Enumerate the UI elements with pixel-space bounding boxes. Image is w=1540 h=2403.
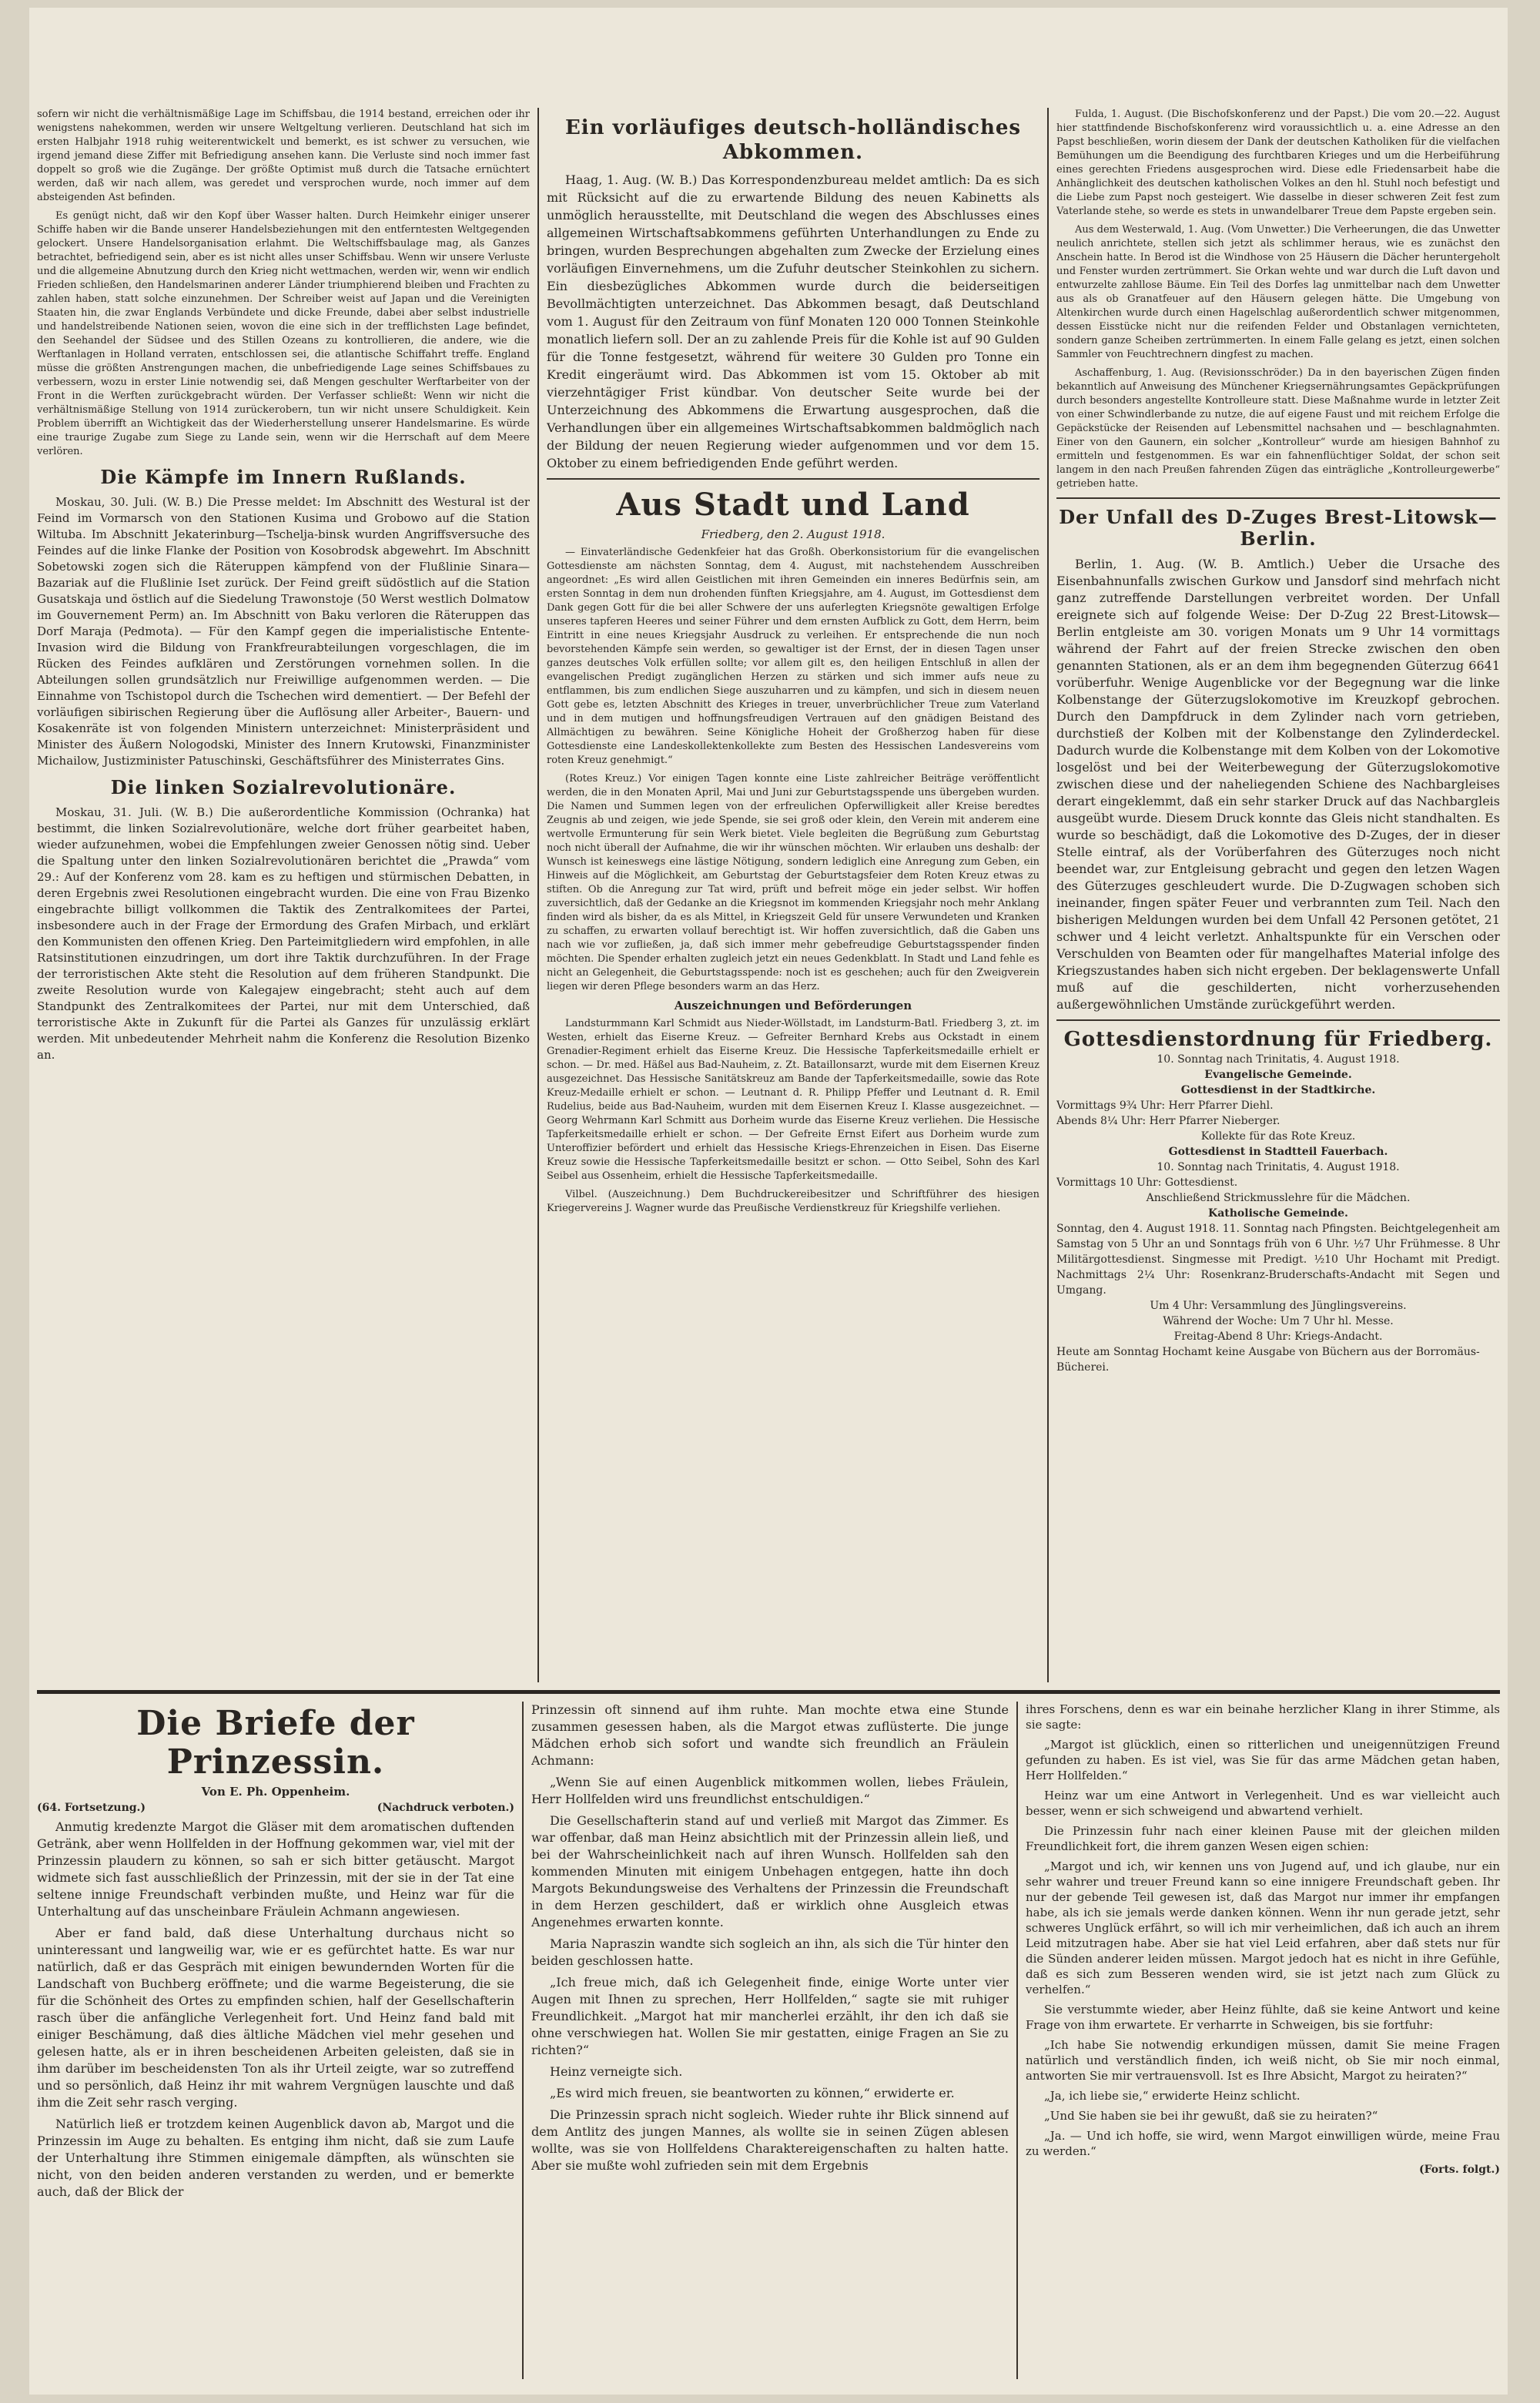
newspaper-page [29,8,1508,2395]
heading-aus-stadt-und-land: Aus Stadt und Land [616,487,970,523]
feuilleton-paragraph: „Ja, ich liebe sie,“ erwiderte Heinz schlicht. [1044,2089,1301,2103]
schedule-evangelisch: Evangelische Gemeinde. [1204,1069,1352,1081]
heading-gottesdienstordnung: Gottesdienstordnung für Friedberg. [1063,1028,1493,1051]
article-westerwald: Aus dem Westerwald, 1. Aug. (Vom Unwetter.) Die Verheerungen, die das Unwetter neulich anrichtete, stellen sich jetzt als schlimmer heraus, wie es zunächst den Anschein hatte. In Berod ist die Windhose von 25 Häusern die Dächer heruntergeholt und Fenster wurden zertrümmert. Sie Orkan wehte und war durch die Luft davon und entwurzelte zahllose Bäume. Ein Teil des Dorfes lag unmittelbar nach dem Unwetter aus als ob Granatfeuer auf den Häusern gelegen hätte. Die Umgebung von Altenkirchen wurde durch einen Hagelschlag außerordentlich schwer mitgenommen, dessen Eisstücke nicht nur die reifenden Felder und Obstanlagen vernichteten, sondern ganze Scheiben zertrümmerten. In einem Falle gelang es jetzt, einen solchen Sammler von Feuchtrechnern dingfest zu machen. [1056,224,1500,360]
heading-linken-sozialrevolutionaere: Die linken Sozialrevolutionäre. [110,776,457,798]
schedule-katholisch: Katholische Gemeinde. [1208,1207,1348,1220]
article-kaempfe-russland: Moskau, 30. Juli. (W. B.) Die Presse meldet: Im Abschnitt des Westural ist der Feind im Vormarsch von den Stationen Kusima und Grobowo auf die Station Wiltuba. Im Abschnitt Jekaterinburg—Tschelja-binsk wurden Angriffsversuche des Feindes auf die linke Flanke der Position von Kosobrodsk abgewehrt. Im Abschnitt Sobetowski zogen sich die Räteruppen kämpfend von der Flußlinie Sinara—Bazariak auf die Flußlinie Iset zurück. Der Feind greift südöstlich auf die Station Gusatskaja und östlich auf die Siedelung Trawonstoje (50 Werst westlich Dolmatow im Gouvernement Perm) an. Im Abschnitt von Baku verloren die Räteruppen das Dorf Maraja (Pedmota). — Für den Kampf gegen die imperialistische Entente-Invasion wird die Bildung von Frankfreurabteilungen vorgeschlagen, die im Rücken des Feindes aufklären und Zerstörungen vornehmen sollen. In die Abteilungen sollen grundsätzlich nur Freiwillige aufgenommen werden. — Die Einnahme von Tschistopol durch die Tschechen wird dementiert. — Der Befehl der vorläufigen sibirischen Regierung über die Auflösung aller Arbeiter-, Bauern- und Kosakenräte ist von folgenden Ministern unterzeichnet: Ministerpräsident und Minister des Äußern Nologodski, Minister des Innern Krutowski, Finanzminister Michailow, Justizminister Patuschinski, Geschäftsführer des Ministerrates Gins. [37,495,530,768]
feuilleton-paragraph: „Es wird mich freuen, sie beantworten zu können,“ erwiderte er. [550,2086,955,2100]
column-rule-1 [537,108,539,1682]
schedule-fauerbach: Gottesdienst in Stadtteil Fauerbach. [1168,1146,1388,1158]
feuilleton-paragraph: Sie verstummte wieder, aber Heinz fühlte, daß sie keine Antwort und keine Frage von ihm erwartete. Er verharrte in Schweigen, bis sie fortfuhr: [1026,2003,1500,2032]
schedule-line: Vormittags 9¾ Uhr: Herr Pfarrer Diehl. [1056,1099,1274,1112]
feuilleton-paragraph: ihres Forschens, denn es war ein beinahe herzlicher Klang in ihrer Stimme, als sie sagte: [1026,1702,1500,1732]
schedule-line: Kollekte für das Rote Kreuz. [1200,1130,1356,1143]
feuilleton-part: (64. Fortsetzung.) [37,1802,146,1814]
article-linken-sozialrevolutionaere: Moskau, 31. Juli. (W. B.) Die außerordentliche Kommission (Ochranka) hat bestimmt, die linken Sozialrevolutionäre, welche dort früher gearbeitet haben, wieder aufzunehmen, wobei die Empfehlungen zweier Genossen nötig sind. Ueber die Spaltung unter den linken Sozialrevolutionären berichtet die „Prawda“ vom 29.: Auf der Konferenz vom 28. kam es zu heftigen und stürmischen Debatten, in deren Ergebnis zwei Resolutionen eingebracht wurden. Die eine von Frau Bizenko eingebrachte billigt vollkommen die Taktik des Zentralkomitees der Partei, insbesondere auch in der Frage der Ermordung des Grafen Mirbach, und erklärt den Kommunisten den offenen Krieg. Den Parteimitgliedern wird empfohlen, in alle Ratsinstitutionen einzudringen, um dort ihre Taktik durchzuführen. In der Frage der terroristischen Akte steht die Resolution auf dem früheren Standpunkt. Die zweite Resolution wurde von Kalegajew eingebracht; steht auch auf dem Standpunkt des Zentralkomitees der Partei, nur mit dem Unterschied, daß terroristische Akte in Zukunft für die Partei als Ganzes für unzulässig erklärt werden. Mit unbedeutender Mehrheit nahm die Konferenz die Resolution Bizenko an. [37,805,530,1062]
feuilleton-paragraph: „Ja. — Und ich hoffe, sie wird, wenn Margot einwilligen würde, meine Frau zu werden.“ [1026,2129,1500,2158]
feuilleton-paragraph: Prinzessin oft sinnend auf ihm ruhte. Man mochte etwa eine Stunde zusammen gesessen haben, als die Margot etwas zuflüsterte. Die junge Mädchen erhob sich sofort und wandte sich freundlich an Fräulein Achmann: [531,1702,1009,1768]
separator [547,478,1040,480]
heading-abkommen: Ein vorläufiges deutsch-holländisches Abkommen. [564,116,1022,164]
feuilleton-paragraph: Die Prinzessin fuhr nach einer kleinen Pause mit der gleichen milden Freundlichkeit fort, die ihrem ganzen Wesen eigen schien: [1026,1824,1500,1853]
feuilleton-paragraph: Natürlich ließ er trotzdem keinen Augenblick davon ab, Margot und die Prinzessin im Auge zu behalten. Es entging ihm nicht, daß sie zum Laufe der Unterhaltung ihre Stimmen einigemale dämpften, als wünschten sie nicht, von den beiden anderen verstanden zu werden, und er bemerkte auch, daß der Blick der [37,2117,514,2199]
feuilleton-paragraph: Maria Napraszin wandte sich sogleich an ihn, als sich die Tür hinter den beiden geschlossen hatte. [531,1936,1009,1968]
feuilleton-to-be-continued: (Forts. folgt.) [1418,2164,1500,2176]
article-gedenkfeier: — Einvaterländische Gedenkfeier hat das Großh. Oberkonsistorium für die evangelischen Gottesdienste am nächsten Sonntag, dem 4. August, mit nachstehendem Ausschreiben angeordnet: „Es wird allen Geistlichen mit ihren Gemeinden ein inneres Bedürfnis sein, am ersten Sonntag in dem nun drohenden fünften Kriegsjahre, am 4. August, im Gottesdienst dem Dank gegen Gott für die bei aller Schwere der uns auferlegten Kriegsnöte gewaltigen Erfolge unseres tapferen Heeres und seiner Führer und dem ernsten Aufblick zu Gott, dem Herrn, beim Eintritt in eine neues Kriegsjahr Ausdruck zu verleihen. Er entsprechende die nun noch bevorstehenden Kämpfe sein werden, so gewaltiger ist der Ernst, der in diesen Tagen unser ganzes deutsches Volk erfüllen sollte; vor allem gilt es, den heiligen Entschluß in allen der evangelischen Predigt zugänglichen Herzen zu stärken und sich immer aufs neue zu entflammen, bis zum endlichen Siege auszuharren und zu kämpfen, und sich in diesem neuen Gott gebe es, letzten Abschnitt des Krieges in treuer, unverbrüchlicher Treue zum Vaterland und in dem mutigen und hoffnungsfreudigen Vertrauen auf den gnädigen Beistand des Allmächtigen zu bewähren. Seine Königliche Hoheit der Großherzog haben für diese Gottesdienste eine Landeskollektenkollekte zum Besten des Hessischen Landesvereins vom roten Kreuz genehmigt.“ [547,547,1040,766]
feuilleton-paragraph: „Wenn Sie auf einen Augenblick mitkommen wollen, liebes Fräulein, Herr Hollfelden wird uns freundlichst entschuldigen.“ [531,1775,1009,1806]
schedule-line: Vormittags 10 Uhr: Gottesdienst. [1056,1176,1238,1189]
schedule-line: Heute am Sonntag Hochamt keine Ausgabe von Büchern aus der Borromäus-Bücherei. [1056,1346,1480,1374]
feuilleton-paragraph: „Ich freue mich, daß ich Gelegenheit finde, einige Worte unter vier Augen mit Ihnen zu sprechen, Herr Hollfelden,“ sagte sie mit ruhiger Freundlichkeit. „Margot hat mir mancherlei erzählt, ihr den ich daß sie ohne verschwiegen hat. Wollen Sie mir gestatten, einige Fragen an Sie zu richten?“ [531,1975,1009,2057]
article-shipbuilding-continued: sofern wir nicht die verhältnismäßige Lage im Schiffsbau, die 1914 bestand, erreichen oder ihr wenigstens nahekommen, werden wir unsere Weltgeltung verlieren. Deutschland hat sich im ersten Halbjahr 1918 ruhig weiterentwickelt und bemerkt, es ist schwer zu versuchen, wie irgend jemand diese Ziffer mit Befriedigung ansehen kann. Die Verluste sind noch immer fast doppelt so groß wie die Zugänge. Der größte Optimist muß durch die Tatsache ernüchtert werden, daß wir nach allem, was geredet und versprochen wurde, noch immer auf dem absteigenden Ast befinden. [37,109,530,203]
feuilleton-divider [37,1690,1500,1694]
feuilleton-paragraph: Aber er fand bald, daß diese Unterhaltung durchaus nicht so uninteressant und langweilig war, wie er es gefürchtet hatte. Es war nur natürlich, daß er das Gespräch mit einigen bewundernden Worten für die Landschaft von Buchberg eröffnete; und die warme Begeisterung, die sie für die Schönheit des Ortes zu empfinden schien, half der Gesellschafterin rasch über die anfängliche Verlegenheit fort. Und Heinz fand bald mit einiger Beschämung, daß dies ältliche Mädchen viel mehr gesehen und gelesen hatte, als er in ihren bescheidenen Arbeiten geleisten, daß sie in ihm darüber im bescheidensten Ton als ihr Urteil zeigte, war so zutreffend und so persönlich, daß Heinz ihr mit wahrem Vergnügen lauschte und daß ihm die Zeit sehr rasch verging. [37,1926,514,2110]
schedule-date-1: 10. Sonntag nach Trinitatis, 4. August 1918. [1157,1053,1400,1066]
schedule-line: Abends 8¼ Uhr: Herr Pfarrer Nieberger. [1056,1115,1281,1127]
feuilleton-meta [37,1802,514,1814]
feuilleton-paragraph: Die Gesellschafterin stand auf und verließ mit Margot das Zimmer. Es war offenbar, daß man Heinz absichtlich mit der Prinzessin allein ließ, und bei der Wahrscheinlichkeit nach auf ihren Wunsch. Hollfelden sah den kommenden Minuten mit einigem Unbehagen entgegen, hatte ihn doch Margots Bekundungsweise des Verhaltens der Prinzessin die Freundschaft in dem Herzen geschildert, daß er wirklich ohne Ausgleich etwas Angenehmes erwarten konnte. [531,1813,1009,1929]
article-fulda: Fulda, 1. August. (Die Bischofskonferenz und der Papst.) Die vom 20.—22. August hier stattfindende Bischofskonferenz wird voraussichtlich u. a. eine Adresse an den Papst beschließen, worin diesem der Dank der deutschen Katholiken für die vielfachen Bemühungen um die Beendigung des furchtbaren Krieges und um die Herbeiführung eines gerechten Friedens ausgesprochen wird. Diese edle Friedensarbeit habe die Anhänglichkeit des deutschen katholischen Volkes an den hl. Stuhl noch befestigt und die Liebe zum Papst noch gesteigert. Wie dasselbe in dieser schweren Zeit fest zum Vaterlande stehe, so werde es stets in unwandelbarer Treue dem Papste ergeben sein. [1056,109,1500,217]
schedule-line: Freitag-Abend 8 Uhr: Kriegs-Andacht. [1173,1330,1383,1343]
schedule-line: Anschließend Strickmusslehre für die Mädchen. [1146,1192,1411,1204]
separator [1056,1019,1500,1021]
column-1 [37,108,530,1682]
heading-unfall-d-zug: Der Unfall des D-Zuges Brest-Litowsk—Berlin. [1059,506,1498,550]
feuilleton-paragraph: „Ich habe Sie notwendig erkundigen müssen, damit Sie meine Fragen natürlich und verständlich finden, ich weiß nicht, ob Sie mir noch einmal, antworten Sie mir vertrauensvoll. Ist es Ihre Absicht, Margot zu heiraten?“ [1026,2038,1500,2083]
article-abkommen: Haag, 1. Aug. (W. B.) Das Korrespondenzbureau meldet amtlich: Da es sich mit Rücksicht auf die zu erwartende Bildung des neuen Kabinetts als unmöglich herausstellte, mit Deutschland die wegen des Abschlusses eines allgemeinen Wirtschaftsabkommens geführten Unterhandlungen zu Ende zu bringen, wurden Besprechungen abgehalten zum Zwecke der Erzielung eines vorläufigen Einvernehmens, um die Zufuhr deutscher Steinkohlen zu sichern. Ein diesbezügliches Abkommen wurde durch die beiderseitigen Bevollmächtigten unterzeichnet. Das Abkommen besagt, daß Deutschland vom 1. August für den Zeitraum von fünf Monaten 120 000 Tonnen Steinkohle monatlich liefern soll. Der an zu zahlende Preis für die Kohle ist auf 90 Gulden für die Tonne festgesetzt, während für weitere 30 Gulden pro Tonne ein Kredit eingeräumt wird. Das Abkommen ist vom 15. Oktober ab mit vierzehntägiger Frist kündbar. Von deutscher Seite wurde bei der Unterzeichnung des Abkommens die Erwartung ausgesprochen, daß die Verhandlungen über ein allgemeines Wirtschaftsabkommen baldmöglich nach der Bildung der neuen Regierung wieder aufgenommen und vor dem 15. Oktober zu einem befriedigenden Ende geführt werden. [547,172,1040,470]
feuilleton-paragraph: „Und Sie haben sie bei ihr gewußt, daß sie zu heiraten?“ [1044,2109,1378,2123]
article-unfall-d-zug: Berlin, 1. Aug. (W. B. Amtlich.) Ueber die Ursache des Eisenbahnunfalls zwischen Gurkow und Jansdorf sind mehrfach nicht ganz zutreffende Darstellungen verbreitet worden. Der Unfall ereignete sich auf folgende Weise: Der D-Zug 22 Brest-Litowsk—Berlin entgleiste am 30. vorigen Monats um 9 Uhr 14 vormittags während der Fahrt auf der freien Strecke zwischen den oben genannten Stationen, als er an dem ihm begegnenden Güterzug 6641 vorüberfuhr. Wenige Augenblicke vor der Begegnung war die linke Kolbenstange der Güterzugslokomotive im Kreuzkopf gebrochen. Durch den Dampfdruck in dem Zylinder nach vorn getrieben, durchstieß der Kolben mit der Kolbenstange den Zylinderdeckel. Dadurch wurde die Kolbenstange mit dem Kolben von der Lokomotive losgelöst und bei der Weiterbewegung der Güterzugslokomotive zwischen diese und der naheliegenden Schiene des Nachbargleises derart eingeklemmt, daß ein sehr starker Druck auf das Nachbargleis ausgeübt wurde. Diesem Druck konnte das Gleis nicht standhalten. Es wurde so beschädigt, daß die Lokomotive des D-Zuges, der in dieser Stelle eintraf, als der Vorüberfahren des Güterzuges noch nicht beendet war, zur Entgleisung gebracht und gegen den letzen Wagen des Güterzuges geschleudert wurde. Die D-Zugwagen schoben sich ineinander, fingen später Feuer und verbrannten zum Teil. Nach den bisherigen Meldungen wurden bei dem Unfall 42 Personen getötet, 21 schwer und 4 leicht verletzt. Anhaltspunkte für ein Verschen oder Verschulden von Beamten oder für mangelhaftes Material infolge des Kriegszustandes haben sich nicht ergeben. Der beklagenswerte Unfall muß auf die geschilderten, nicht vorherzusehenden außergewöhnlichen Umstände zurückgeführt werden. [1056,557,1500,1012]
schedule-line: Während der Woche: Um 7 Uhr hl. Messe. [1163,1315,1394,1327]
heading-kaempfe-russland: Die Kämpfe im Innern Rußlands. [100,466,467,488]
column-rule-2 [1047,108,1049,1682]
article-auszeichnungen: Landsturmmann Karl Schmidt aus Nieder-Wöllstadt, im Landsturm-Batl. Friedberg 3, zt. im Westen, erhielt das Eiserne Kreuz. — Gefreiter Bernhard Krebs aus Ockstadt in einem Grenadier-Regiment erhielt das Eiserne Kreuz. Die Hessische Tapferkeitsmedaille erhielt er schon. — Dr. med. Häßel aus Bad-Nauheim, z. Zt. Bataillonsarzt, wurde mit dem Eisernen Kreuz ausgezeichnet. Das Hessische Sanitätskreuz am Bande der Tapferkeitsmedaille, sowie das Rote Kreuz-Medaille erhielt er schon. — Leutnant d. R. Philipp Pfeffer und Leutnant d. R. Emil Rudelius, beide aus Bad-Nauheim, wurden mit dem Eisernen Kreuz I. Klasse ausgezeichnet. — Georg Wehrmann Karl Schmitt aus Dorheim wurde das Eiserne Kreuz verliehen. Die Hessische Tapferkeitsmedaille erhielt er schon. — Der Gefreite Ernst Eifert aus Dorheim wurde zum Unteroffizier befördert und erhielt das Hessische Kriegs-Ehrenzeichen in Eisen. Das Eiserne Kreuz sowie die Hessische Tapferkeitsmedaille besitzt er schon. — Otto Seibel, Sohn des Karl Seibel aus Ossenheim, erhielt die Hessische Tapferkeitsmedaille. [547,1018,1040,1182]
schedule-line: Sonntag, den 4. August 1918. 11. Sonntag nach Pfingsten. Beichtgelegenheit am Samstag von 5 Uhr an und Sonntags früh von 6 Uhr. ½7 Uhr Frühmesse. 8 Uhr Militärgottesdienst. Singmesse mit Predigt. ½10 Uhr Hochamt mit Predigt. Nachmittags 2¼ Uhr: Rosenkranz-Bruderschafts-Andacht mit Segen und Umgang. [1056,1223,1500,1297]
feuilleton-column-3 [1026,1702,1500,2379]
article-shipbuilding-continued-2: Es genügt nicht, daß wir den Kopf über Wasser halten. Durch Heimkehr einiger unserer Schiffe haben wir die Bande unserer Handelsbeziehungen mit den entferntesten Weltgegenden gelockert. Unsere Handelsorganisation erlahmt. Die Weltschiffsbaulage mag, als Ganzes betrachtet, befriedigend sein, aber es ist nicht alles unser Schiffsbau. Wenn wir unsere Verluste und die allgemeine Abnutzung durch den Krieg nicht wettmachen, werden wir, wenn wir endlich Frieden schließen, den Handelsmarinen anderer Länder triumphierend bleiben und Frachten zu zahlen haben, statt solche einzunehmen. Der Schreiber weist auf Japan und die Vereinigten Staaten hin, die zwar Englands Verbündete und dicke Freunde, dabei aber selbst industrielle und handelstreibende Nationen seien, wovon die eine sich in der trefflichsten Lage befindet, den Seehandel der Südsee und des Stillen Ozeans zu kontrollieren, die andere, wie die Werftanlagen in Holland verraten, entschlossen sei, die atlantische Schiffahrt treffe. England müsse die größten Anstrengungen machen, die unbefriedigende Lage seines Schiffsbaues zu verbessern, wozu in erster Linie notwendig sei, daß Mengen geschulter Werftarbeiter von der Front in die Werften zurückgebracht würden. Der Verfasser schließt: Wenn wir nicht die verhältnismäßige Stellung von 1914 zurückerobern, tun wir nicht unsere Schuldigkeit. Kein Problem überrifft an Wichtigkeit das der Wiederherstellung unserer Handelsmarine. Es würde eine traurige Zugabe zum Siege zu Lande sein, wenn wir die Herrschaft auf dem Meere verlören. [37,210,530,457]
article-rotes-kreuz: (Rotes Kreuz.) Vor einigen Tagen konnte eine Liste zahlreicher Beiträge veröffentlicht werden, die in den Monaten April, Mai und Juni zur Geburtstagsspende uns übergeben wurden. Die Namen und Summen legen von der erfreulichen Opferwilligkeit aller Kreise beredtes Zeugnis ab und zeigen, wie jede Spende, sie sei groß oder klein, den Verein mit anderem eine wertvolle Ermunterung für sein Werk bietet. Viele begleiten die Begrüßung zum Geburtstag noch nicht überall der Aufnahme, die wir ihr wünschen möchten. Wir erlauben uns deshalb: der Wunsch ist keineswegs eine lästige Nötigung, sondern lediglich eine Anregung zum Geben, ein Hinweis auf die Möglichkeit, am Geburtstag der Geburtstagsfeier dem Roten Kreuz etwas zu stiften. Ob die Anregung zur Tat wird, prüft und befreit möge ein jeder selbst. Wir hoffen zuversichtlich, daß der Gedanke an die Kriegsnot im kommenden Kriegsjahr noch mehr Anklang finden wird als bisher, da es als Mittel, in Kriegszeit Geld für unsere Verwundeten und Kranken zu schaffen, zu erwarten vollauf berechtigt ist. Wir hoffen zuversichtlich, daß die Gaben uns nach wie vor zufließen, ja, daß sich immer mehr gebefreudige Geburtstagsspender finden möchten. Die Spender erhalten zugleich jetzt ein neues Gedenkblatt. In Stadt und Land fehle es nicht an Gelegenheit, die Geburtstagsspende: noch ist es geschehen; auch für den Zweigverein liegen wir deren Pflege besonders warm an das Herz. [547,773,1040,992]
feuilleton-paragraph: Heinz war um eine Antwort in Verlegenheit. Und es war vielleicht auch besser, wenn er sich schweigend und abwartend verhielt. [1026,1789,1500,1818]
feuilleton-title: Die Briefe der Prinzessin. [136,1704,415,1782]
column-2 [547,108,1040,1682]
feuilleton-paragraph: „Margot und ich, wir kennen uns von Jugend auf, und ich glaube, nur ein sehr wahrer und treuer Freund kann so eine innigere Freundschaft geben. Ihr nur der gebende Teil gewesen ist, daß das Margot nur immer ihr empfangen habe, als ich sie jemals werde danken können. Wenn ihr nun gerade jetzt, sehr schweres Unglück erfährt, so will ich mir verheimlichen, daß ich auch an ihrem Leid mitzutragen habe. Aber sie hat viel Leid erfahren, aber daß stets nur für die Sünden anderer leiden müssen. Margot jedoch hat es nicht in ihre Gefühle, daß es sich zum Besseren wenden wird, sie ist jetzt nach zum Glück zu verhelfen.“ [1026,1859,1500,1996]
column-3 [1056,108,1500,1682]
article-vilbel: Vilbel. (Auszeichnung.) Dem Buchdruckereibesitzer und Schriftführer des hiesigen Kriegervereins J. Wagner wurde das Preußische Verdienstkreuz für Kriegshilfe verliehen. [547,1189,1040,1214]
schedule-stadtkirche: Gottesdienst in der Stadtkirche. [1180,1084,1376,1096]
schedule-date-2: 10. Sonntag nach Trinitatis, 4. August 1918. [1157,1161,1400,1173]
feuilleton-rule-2 [1016,1702,1018,2379]
feuilleton-paragraph: Anmutig kredenzte Margot die Gläser mit dem aromatischen duftenden Getränk, aber wenn Hollfelden in der Hoffnung gekommen war, viel mit der Prinzessin plaudern zu können, so sah er sich bitter getäuscht. Margot widmete sich fast ausschließlich der Prinzessin, mit der sie in der Tat eine seltene innige Freundschaft verbinden mußte, und Heinz war für die Unterhaltung auf das unscheinbare Fräulein Achmann angewiesen. [37,1819,514,1919]
feuilleton-rule-1 [522,1702,524,2379]
separator [1056,497,1500,499]
feuilleton-author: Von E. Ph. Oppenheim. [201,1785,350,1799]
feuilleton-column-1 [37,1702,514,2379]
feuilleton-paragraph: Heinz verneigte sich. [550,2064,683,2079]
schedule-line: Um 4 Uhr: Versammlung des Jünglingsvereins. [1150,1300,1407,1312]
gottesdienstordnung [1056,1027,1500,1375]
feuilleton-paragraph: Die Prinzessin sprach nicht sogleich. Wieder ruhte ihr Blick sinnend auf dem Antlitz des jungen Mannes, als wollte sie in seinen Zügen ablesen wollte, was sie von Hollfeldens Charaktereigenschaften zu halten hatte. Aber sie mußte wohl zufrieden sein mit dem Ergebnis [531,2107,1009,2173]
feuilleton-column-2 [531,1702,1009,2379]
feuilleton-paragraph: „Margot ist glücklich, einen so ritterlichen und uneigennützigen Freund gefunden zu haben. Es ist viel, was Sie für das arme Mädchen getan haben, Herr Hollfelden.“ [1026,1738,1500,1782]
dateline: Friedberg, den 2. August 1918. [701,527,886,541]
feuilleton-notice: (Nachdruck verboten.) [377,1802,514,1814]
article-aschaffenburg: Aschaffenburg, 1. Aug. (Revisionsschröder.) Da in den bayerischen Zügen finden bekanntlich auf Anweisung des Münchener Kriegsernährungsamtes Gepäckprüfungen durch besonders angestellte Kontrolleure statt. Diese Maßnahme wurde in letzter Zeit von einer Schwindlerbande zu nutze, die auf eigene Faust und mit reichem Erfolge die Gepäckstücke der Reisenden auf Lebensmittel nachsahen und — beschlagnahmten. Einer von den Gaunern, ein solcher „Kontrolleur“ wurde am hiesigen Bahnhof zu ermitteln und festgenommen. Es war ein fahnenflüchtiger Soldat, der schon seit langem in den nach Preußen fahrenden Zügen das einträgliche „Kontrolleurgewerbe“ getrieben hatte. [1056,367,1500,490]
subheading-auszeichnungen: Auszeichnungen und Beförderungen [674,999,912,1012]
